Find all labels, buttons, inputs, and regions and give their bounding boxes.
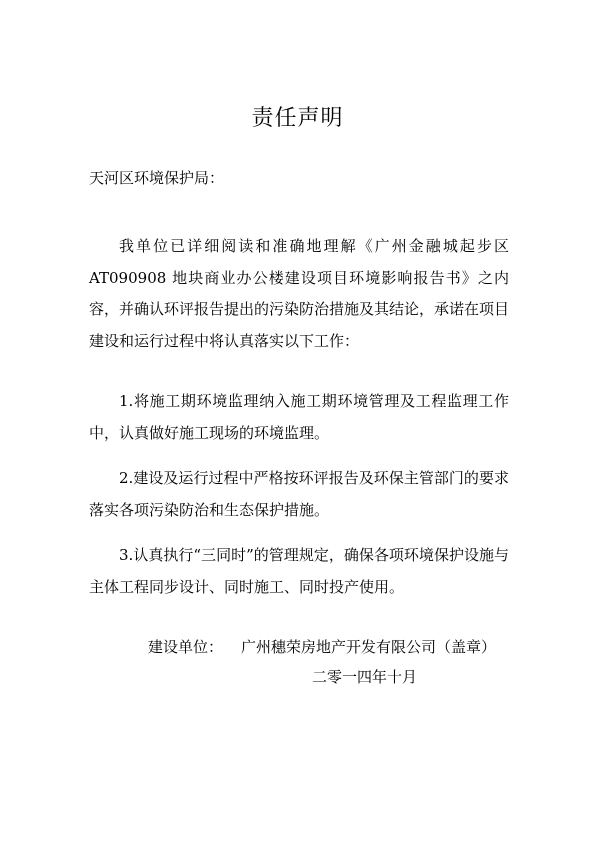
signer-line <box>148 634 496 660</box>
signer-name: 广州穗荣房地产开发有限公司（盖章） <box>241 638 497 656</box>
addressee: 天河区环境保护局： <box>89 169 225 187</box>
signer-label: 建设单位： <box>148 638 224 656</box>
document-date: 二零一四年十月 <box>312 668 418 686</box>
paragraph-item-1: 1.将施工期环境监理纳入施工期环境管理及工程监理工作中，认真做好施工现场的环境监理。 <box>89 392 509 442</box>
document-title: 责任声明 <box>251 106 344 131</box>
paragraph-commitment: 我单位已详细阅读和准确地理解《广州金融城起步区AT090908 地块商业办公楼建设项目环境影响报告书》之内容，并确认环评报告提出的污染防治措施及其结论，承诺在项目建设和运行过程中将认真落实以下工作： <box>89 237 510 350</box>
paragraph-item-3: 3.认真执行“三同时”的管理规定，确保各项环境保护设施与主体工程同步设计、同时施工、同时投产使用。 <box>89 546 509 596</box>
paragraph-item-2: 2.建设及运行过程中严格按环评报告及环保主管部门的要求落实各项污染防治和生态保护措施。 <box>89 469 509 519</box>
